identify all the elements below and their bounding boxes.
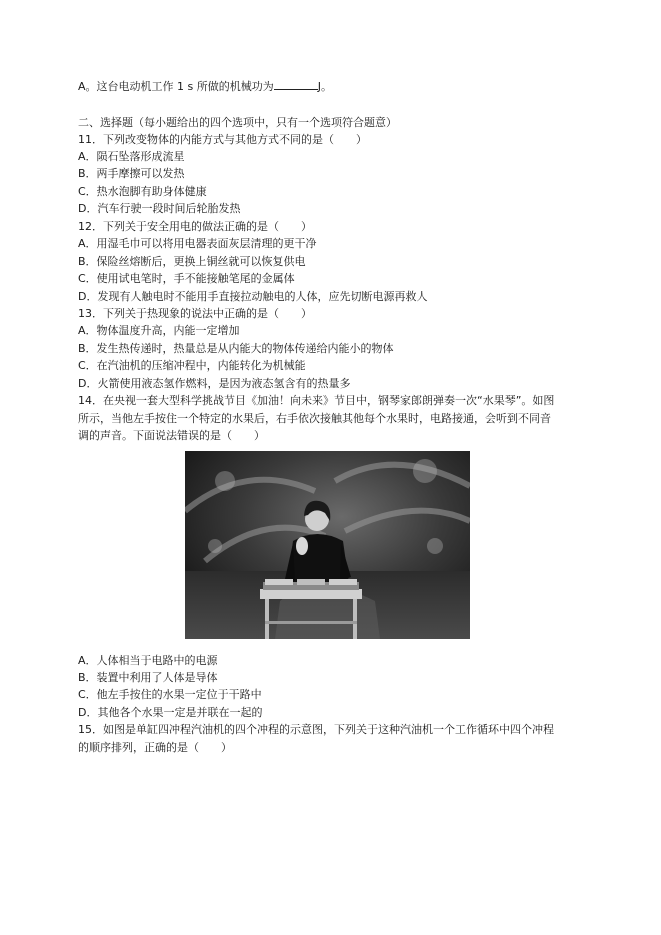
fruit-piano-photo (185, 451, 470, 639)
q10-text: A。这台电动机工作 1 s 所做的机械功为 (78, 80, 274, 93)
q11-option-d: D．汽车行驶一段时间后轮胎发热 (78, 202, 241, 215)
q12-stem: 12．下列关于安全用电的做法正确的是（ ） (78, 220, 312, 233)
q14-option-a: A．人体相当于电路中的电源 (78, 654, 218, 667)
q10-unit: J。 (317, 80, 332, 93)
q14-stem-line-1: 14．在央视一套大型科学挑战节目《加油！向未来》节目中，钢琴家郎朗弹奏一次“水果琴”。如图 (78, 394, 555, 407)
q12-option-c: C．使用试电笔时，手不能接触笔尾的金属体 (78, 272, 295, 285)
q15-stem-line-2: 的顺序排列，正确的是（ ） (78, 741, 232, 754)
q13-option-b: B．发生热传递时，热量总是从内能大的物体传递给内能小的物体 (78, 342, 394, 355)
q11-option-b: B．两手摩擦可以发热 (78, 167, 185, 180)
q13-option-a: A．物体温度升高，内能一定增加 (78, 324, 240, 337)
q15-stem-line-1: 15．如图是单缸四冲程汽油机的四个冲程的示意图，下列关于这种汽油机一个工作循环中四个冲程 (78, 723, 554, 736)
q12-option-d: D．发现有人触电时不能用手直接拉动触电的人体，应先切断电源再救人 (78, 290, 428, 303)
q10-line (78, 78, 332, 95)
q14-option-d: D．其他各个水果一定是并联在一起的 (78, 706, 263, 719)
q11-option-a: A．陨石坠落形成流星 (78, 150, 185, 163)
q13-option-c: C．在汽油机的压缩冲程中，内能转化为机械能 (78, 359, 306, 372)
q13-stem: 13．下列关于热现象的说法中正确的是（ ） (78, 307, 312, 320)
answer-blank (274, 78, 318, 90)
q14-option-c: C．他左手按住的水果一定位于干路中 (78, 688, 262, 701)
q11-option-c: C．热水泡脚有助身体健康 (78, 185, 207, 198)
q12-option-b: B．保险丝熔断后，更换上铜丝就可以恢复供电 (78, 255, 306, 268)
q14-stem-line-2: 所示，当他左手按住一个特定的水果后，右手依次接触其他每个水果时，电路接通，会听到不同音 (78, 412, 551, 425)
section-title: 二、选择题（每小题给出的四个选项中，只有一个选项符合题意） (78, 116, 397, 129)
q11-stem: 11．下列改变物体的内能方式与其他方式不同的是（ ） (78, 133, 367, 146)
q13-option-d: D．火箭使用液态氢作燃料，是因为液态氢含有的热量多 (78, 377, 351, 390)
q14-stem-line-3: 调的声音。下面说法错误的是（ ） (78, 429, 265, 442)
q14-option-b: B．装置中利用了人体是导体 (78, 671, 218, 684)
q12-option-a: A．用湿毛巾可以将用电器表面灰层清理的更干净 (78, 237, 317, 250)
